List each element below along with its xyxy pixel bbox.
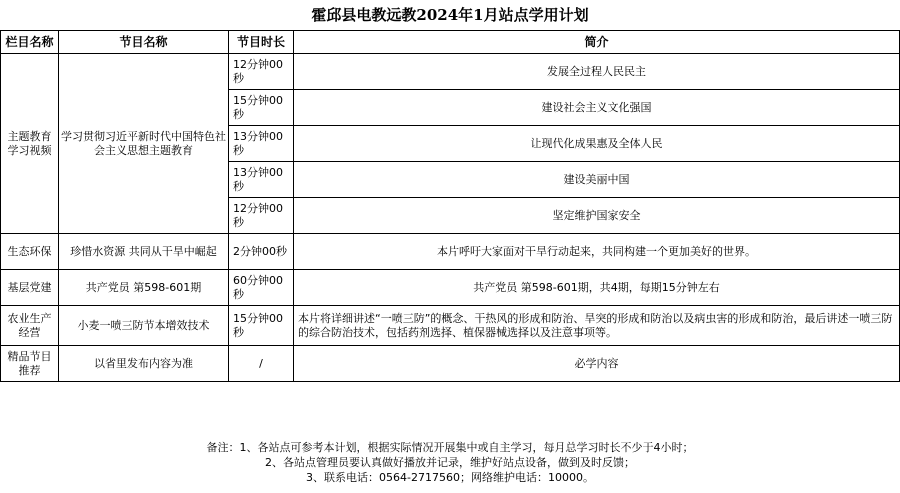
program-cell: 小麦一喷三防节本增效技术 [59,306,229,346]
duration-cell: 12分钟00秒 [229,54,294,90]
header-column-name: 栏目名称 [1,31,59,54]
column-cell: 生态环保 [1,234,59,270]
duration-cell: 15分钟00秒 [229,306,294,346]
intro-cell: 必学内容 [294,346,900,382]
intro-cell: 建设美丽中国 [294,162,900,198]
header-row [1,31,900,54]
document-title: 霍邱县电教远教2024年1月站点学用计划 [311,6,589,24]
column-cell: 主题教育学习视频 [1,54,59,234]
duration-cell: / [229,346,294,382]
note-line: 2、各站点管理员要认真做好播放并记录，维护好站点设备，做到及时反馈； [265,456,635,469]
note-line: 备注：1、各站点可参考本计划，根据实际情况开展集中或自主学习，每月总学习时长不少于4小时； [206,441,694,454]
table-row [1,346,900,382]
duration-cell: 13分钟00秒 [229,162,294,198]
column-cell: 精品节目推荐 [1,346,59,382]
intro-cell: 坚定维护国家安全 [294,198,900,234]
duration-cell: 12分钟00秒 [229,198,294,234]
intro-cell: 建设社会主义文化强国 [294,90,900,126]
header-duration: 节目时长 [229,31,294,54]
table-row [1,54,900,90]
intro-cell: 发展全过程人民民主 [294,54,900,90]
program-cell: 共产党员 第598-601期 [59,270,229,306]
table-row [1,270,900,306]
column-cell: 基层党建 [1,270,59,306]
intro-cell: 让现代化成果惠及全体人民 [294,126,900,162]
duration-cell: 60分钟00秒 [229,270,294,306]
intro-cell: 本片将详细讲述“一喷三防”的概念、干热风的形成和防治、旱突的形成和防治以及病虫害的形成和防治，最后讲述一喷三防的综合防治技术，包括药剂选择、植保器械选择以及注意事项等。 [294,306,900,346]
note-line: 3、联系电话：0564-2717560；网络维护电话：10000。 [306,471,594,484]
program-cell: 以省里发布内容为准 [59,346,229,382]
program-cell: 珍惜水资源 共同从干旱中崛起 [59,234,229,270]
notes [0,440,900,485]
column-cell: 农业生产经营 [1,306,59,346]
duration-cell: 2分钟00秒 [229,234,294,270]
intro-cell: 本片呼吁大家面对干旱行动起来，共同构建一个更加美好的世界。 [294,234,900,270]
table-row [1,234,900,270]
duration-cell: 13分钟00秒 [229,126,294,162]
schedule-table [0,30,900,382]
intro-cell: 共产党员 第598-601期，共4期，每期15分钟左右 [294,270,900,306]
header-intro: 简介 [294,31,900,54]
header-program-name: 节目名称 [59,31,229,54]
program-cell: 学习贯彻习近平新时代中国特色社会主义思想主题教育 [59,54,229,234]
table-row [1,306,900,346]
duration-cell: 15分钟00秒 [229,90,294,126]
